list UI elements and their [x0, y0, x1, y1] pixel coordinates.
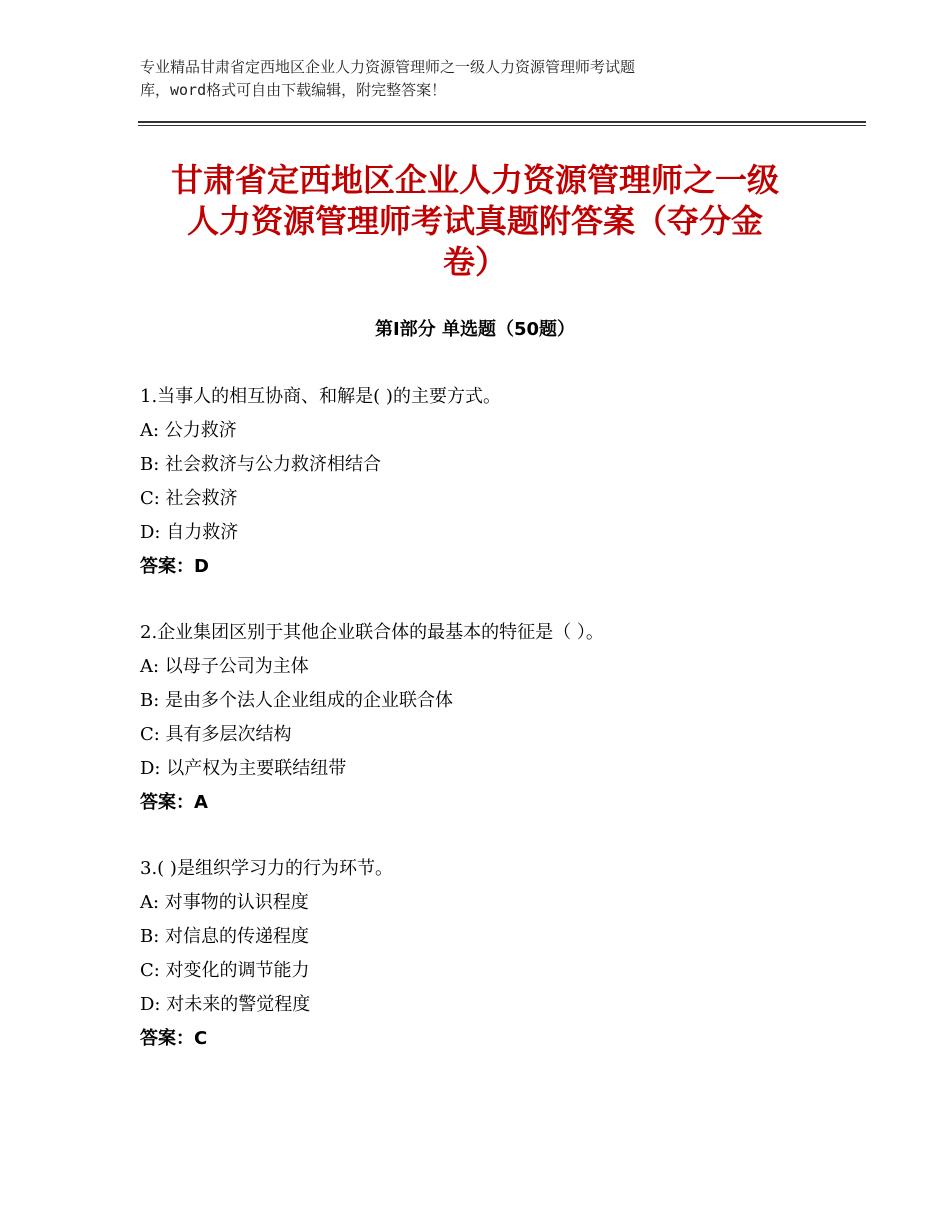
- question-1-option-a: A: 公力救济: [140, 420, 237, 441]
- header-note-line1: 专业精品甘肃省定西地区企业人力资源管理师之一级人力资源管理师考试题: [140, 58, 636, 76]
- header-divider-thin: [138, 125, 866, 126]
- question-1: [140, 380, 820, 584]
- document-title-line3: 卷）: [442, 243, 507, 281]
- question-2-option-d: D: 以产权为主要联结纽带: [140, 758, 347, 779]
- question-2-option-a: A: 以母子公司为主体: [140, 656, 309, 677]
- header-note: [140, 56, 800, 102]
- document-title-line2: 人力资源管理师考试真题附答案（夺分金: [186, 202, 763, 240]
- section-title: 第Ⅰ部分 单选题（50题）: [374, 319, 575, 340]
- question-1-option-c: C: 社会救济: [140, 488, 238, 509]
- header-note-line2: 库，word格式可自由下载编辑，附完整答案！: [140, 81, 447, 99]
- question-3-option-b: B: 对信息的传递程度: [140, 926, 310, 947]
- document-title-line1: 甘肃省定西地区企业人力资源管理师之一级: [170, 161, 779, 199]
- question-1-answer: 答案：D: [140, 556, 209, 577]
- question-2-option-c: C: 具有多层次结构: [140, 724, 292, 745]
- question-3-option-c: C: 对变化的调节能力: [140, 960, 310, 981]
- question-2: [140, 616, 820, 820]
- question-2-answer: 答案：A: [140, 792, 208, 813]
- question-3-option-a: A: 对事物的认识程度: [140, 892, 309, 913]
- question-1-text: 1.当事人的相互协商、和解是( )的主要方式。: [140, 386, 501, 407]
- question-2-text: 2.企业集团区别于其他企业联合体的最基本的特征是（ ）。: [140, 622, 604, 643]
- question-list: [140, 380, 820, 1088]
- question-3-text: 3.( )是组织学习力的行为环节。: [140, 858, 393, 879]
- question-3: [140, 852, 820, 1056]
- question-3-answer: 答案：C: [140, 1028, 208, 1049]
- question-1-option-b: B: 社会救济与公力救济相结合: [140, 454, 382, 475]
- question-1-option-d: D: 自力救济: [140, 522, 239, 543]
- question-3-option-d: D: 对未来的警觉程度: [140, 994, 311, 1015]
- question-2-option-b: B: 是由多个法人企业组成的企业联合体: [140, 690, 454, 711]
- header-divider-thick: [138, 121, 866, 123]
- document-title: [140, 160, 810, 283]
